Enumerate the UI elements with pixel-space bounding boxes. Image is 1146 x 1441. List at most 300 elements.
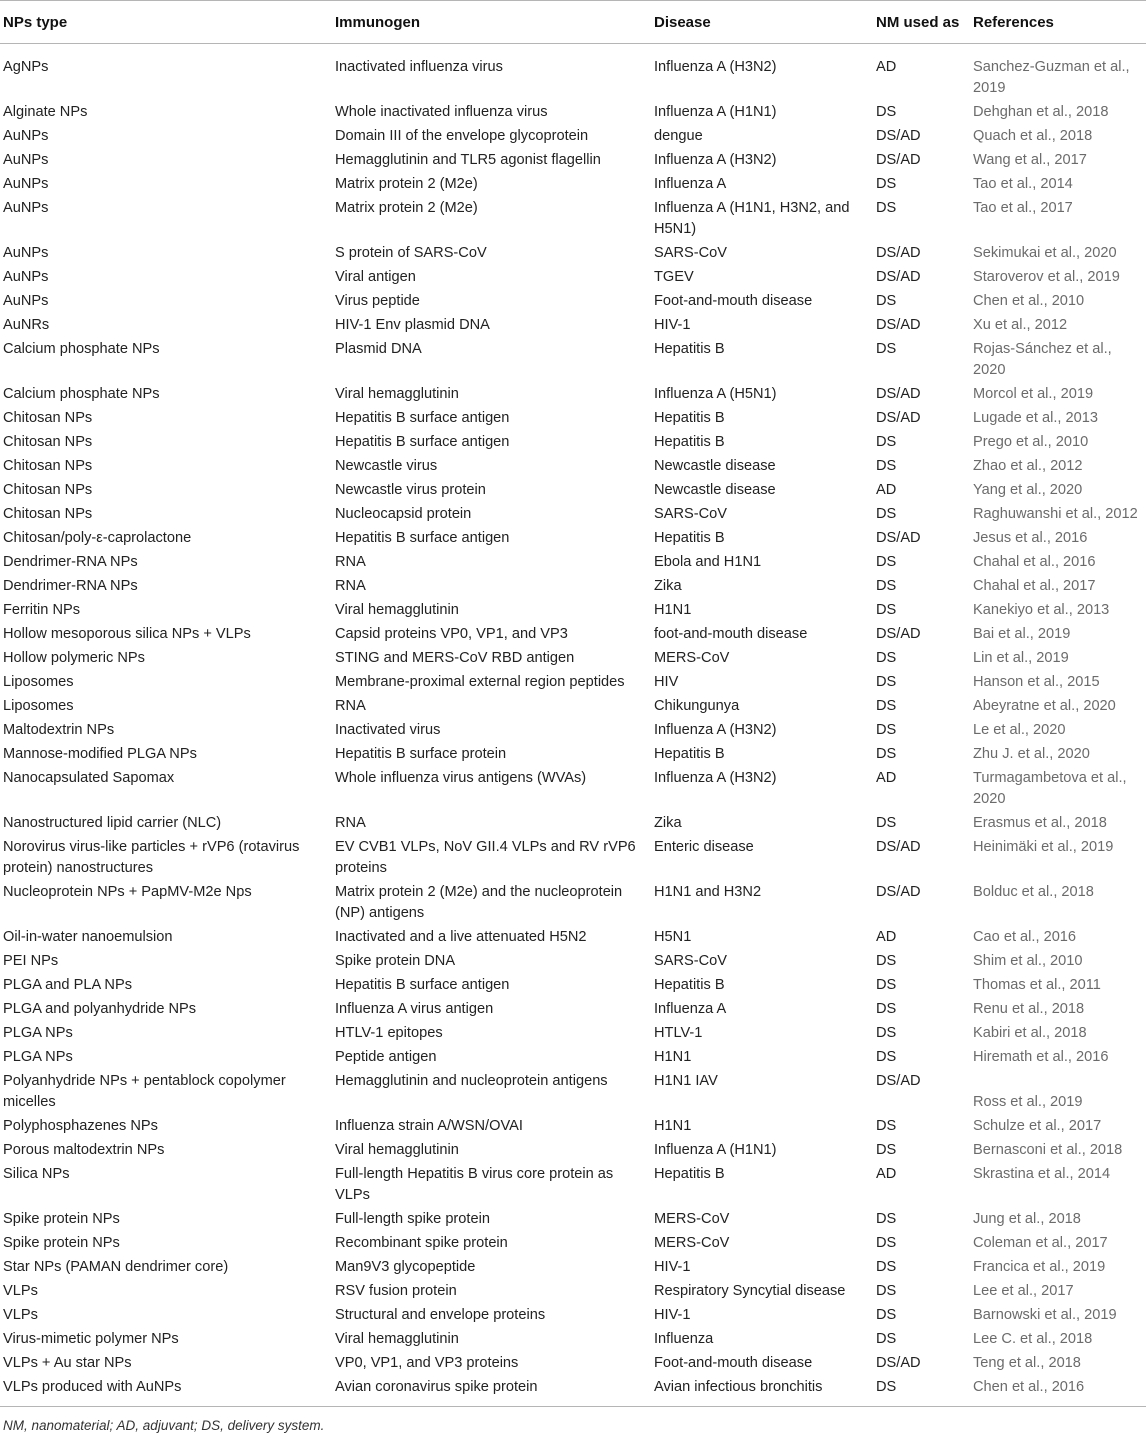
cell-reference: Schulze et al., 2017 bbox=[973, 1118, 1102, 1134]
cell-immunogen: RNA bbox=[335, 554, 366, 570]
header-references: References bbox=[970, 1, 1146, 44]
cell-nm-used-as: DS bbox=[876, 746, 897, 762]
cell-immunogen: STING and MERS-CoV RBD antigen bbox=[335, 650, 575, 666]
cell-nps-type: AuNPs bbox=[3, 128, 49, 144]
cell-immunogen: Newcastle virus protein bbox=[335, 482, 486, 498]
cell-nps-type: PEI NPs bbox=[3, 953, 59, 969]
table-row bbox=[0, 290, 1146, 314]
cell-immunogen: Inactivated and a live attenuated H5N2 bbox=[335, 929, 587, 945]
cell-nm-used-as: DS bbox=[876, 341, 897, 357]
cell-reference: Tao et al., 2017 bbox=[973, 200, 1073, 216]
cell-nps-type: AuNPs bbox=[3, 293, 49, 309]
table-row bbox=[0, 881, 1146, 926]
table-row bbox=[0, 1328, 1146, 1352]
table-row bbox=[0, 503, 1146, 527]
cell-nm-used-as: DS bbox=[876, 554, 897, 570]
cell-reference: Sanchez-Guzman et al., 2019 bbox=[973, 59, 1130, 96]
cell-immunogen: Viral hemagglutinin bbox=[335, 1142, 459, 1158]
cell-disease: HTLV-1 bbox=[654, 1025, 703, 1041]
cell-nps-type: Maltodextrin NPs bbox=[3, 722, 115, 738]
cell-disease: MERS-CoV bbox=[654, 650, 730, 666]
cell-immunogen: Hemagglutinin and TLR5 agonist flagellin bbox=[335, 152, 601, 168]
cell-reference: Thomas et al., 2011 bbox=[973, 977, 1101, 993]
cell-nps-type: Oil-in-water nanoemulsion bbox=[3, 929, 173, 945]
cell-nm-used-as: DS/AD bbox=[876, 884, 921, 900]
cell-disease: Chikungunya bbox=[654, 698, 740, 714]
cell-nm-used-as: DS bbox=[876, 722, 897, 738]
cell-disease: Influenza A (H1N1, H3N2, and H5N1) bbox=[654, 200, 850, 237]
table-row bbox=[0, 575, 1146, 599]
cell-reference: Heinimäki et al., 2019 bbox=[973, 839, 1114, 855]
cell-reference: Coleman et al., 2017 bbox=[973, 1235, 1108, 1251]
cell-immunogen: Inactivated virus bbox=[335, 722, 441, 738]
cell-nps-type: Liposomes bbox=[3, 698, 74, 714]
table-row bbox=[0, 926, 1146, 950]
cell-nm-used-as: DS bbox=[876, 1307, 897, 1323]
cell-reference: Renu et al., 2018 bbox=[973, 1001, 1085, 1017]
cell-disease: Hepatitis B bbox=[654, 530, 725, 546]
cell-disease: Influenza A bbox=[654, 1001, 727, 1017]
cell-nps-type: Norovirus virus-like particles + rVP6 (rotavirus protein) nanostructures bbox=[3, 839, 300, 876]
cell-disease: dengue bbox=[654, 128, 703, 144]
cell-nm-used-as: DS/AD bbox=[876, 317, 921, 333]
cell-nm-used-as: DS bbox=[876, 650, 897, 666]
cell-nps-type: PLGA NPs bbox=[3, 1025, 73, 1041]
table-row bbox=[0, 1256, 1146, 1280]
cell-disease: Hepatitis B bbox=[654, 746, 725, 762]
cell-nm-used-as: DS bbox=[876, 1142, 897, 1158]
cell-nm-used-as: DS/AD bbox=[876, 626, 921, 642]
cell-immunogen: RNA bbox=[335, 698, 366, 714]
cell-immunogen: Viral hemagglutinin bbox=[335, 386, 459, 402]
cell-immunogen: Hepatitis B surface antigen bbox=[335, 530, 510, 546]
table-row bbox=[0, 767, 1146, 812]
cell-immunogen: Newcastle virus bbox=[335, 458, 438, 474]
cell-reference: Erasmus et al., 2018 bbox=[973, 815, 1107, 831]
table-row bbox=[0, 266, 1146, 290]
cell-reference: Zhu J. et al., 2020 bbox=[973, 746, 1090, 762]
cell-nm-used-as: DS bbox=[876, 1283, 897, 1299]
table-row bbox=[0, 383, 1146, 407]
cell-disease: Foot-and-mouth disease bbox=[654, 293, 813, 309]
cell-reference: Lin et al., 2019 bbox=[973, 650, 1069, 666]
cell-disease: HIV-1 bbox=[654, 1307, 691, 1323]
cell-reference: Jesus et al., 2016 bbox=[973, 530, 1088, 546]
cell-reference: Tao et al., 2014 bbox=[973, 176, 1073, 192]
header-immunogen: Immunogen bbox=[332, 1, 651, 44]
cell-nps-type: AgNPs bbox=[3, 59, 49, 75]
cell-reference: Turmagambetova et al., 2020 bbox=[973, 770, 1127, 807]
cell-nm-used-as: DS bbox=[876, 200, 897, 216]
cell-reference: Morcol et al., 2019 bbox=[973, 386, 1094, 402]
cell-disease: Newcastle disease bbox=[654, 458, 776, 474]
cell-nps-type: Calcium phosphate NPs bbox=[3, 341, 160, 357]
cell-disease: H1N1 and H3N2 bbox=[654, 884, 762, 900]
cell-nps-type: VLPs bbox=[3, 1283, 38, 1299]
cell-nm-used-as: AD bbox=[876, 929, 897, 945]
cell-immunogen: Nucleocapsid protein bbox=[335, 506, 472, 522]
table-row bbox=[0, 407, 1146, 431]
cell-nps-type: VLPs bbox=[3, 1307, 38, 1323]
table-row bbox=[0, 743, 1146, 767]
table-row bbox=[0, 623, 1146, 647]
table-row bbox=[0, 719, 1146, 743]
cell-nps-type: AuNRs bbox=[3, 317, 50, 333]
cell-disease: Avian infectious bronchitis bbox=[651, 1376, 873, 1407]
cell-immunogen: Plasmid DNA bbox=[335, 341, 422, 357]
cell-immunogen: Peptide antigen bbox=[335, 1049, 437, 1065]
cell-nm-used-as: DS/AD bbox=[876, 1355, 921, 1371]
cell-nm-used-as: DS bbox=[876, 1001, 897, 1017]
cell-immunogen: RNA bbox=[335, 578, 366, 594]
table-row bbox=[0, 44, 1146, 101]
cell-nm-used-as: DS bbox=[876, 953, 897, 969]
table-row bbox=[0, 1070, 1146, 1115]
cell-reference: Cao et al., 2016 bbox=[973, 929, 1077, 945]
cell-immunogen: Membrane-proximal external region peptides bbox=[335, 674, 625, 690]
table-row bbox=[0, 1376, 1146, 1407]
cell-reference: Kabiri et al., 2018 bbox=[973, 1025, 1087, 1041]
cell-nm-used-as: DS bbox=[876, 1118, 897, 1134]
cell-nps-type: Virus-mimetic polymer NPs bbox=[3, 1331, 179, 1347]
cell-reference: Francica et al., 2019 bbox=[973, 1259, 1106, 1275]
cell-reference: Bernasconi et al., 2018 bbox=[973, 1142, 1123, 1158]
cell-disease: SARS-CoV bbox=[654, 245, 727, 261]
cell-nm-used-as: AD bbox=[876, 482, 897, 498]
cell-nps-type: Spike protein NPs bbox=[3, 1211, 120, 1227]
cell-immunogen: Spike protein DNA bbox=[335, 953, 456, 969]
cell-immunogen: Hepatitis B surface antigen bbox=[335, 434, 510, 450]
cell-nps-type: Chitosan NPs bbox=[3, 506, 93, 522]
cell-reference: Yang et al., 2020 bbox=[973, 482, 1083, 498]
cell-nps-type: Hollow polymeric NPs bbox=[3, 650, 145, 666]
cell-nps-type: Dendrimer-RNA NPs bbox=[3, 578, 138, 594]
cell-disease: Zika bbox=[654, 578, 682, 594]
cell-reference: Ross et al., 2019 bbox=[973, 1094, 1083, 1110]
cell-nps-type: Calcium phosphate NPs bbox=[3, 386, 160, 402]
cell-reference: Le et al., 2020 bbox=[973, 722, 1066, 738]
cell-nm-used-as: DS/AD bbox=[876, 269, 921, 285]
cell-nm-used-as: DS bbox=[876, 458, 897, 474]
cell-immunogen: Full-length spike protein bbox=[335, 1211, 490, 1227]
cell-nm-used-as: DS bbox=[876, 434, 897, 450]
cell-disease: Hepatitis B bbox=[654, 341, 725, 357]
cell-nps-type: AuNPs bbox=[3, 245, 49, 261]
cell-disease: HIV-1 bbox=[654, 1259, 691, 1275]
cell-disease: Influenza A (H1N1) bbox=[654, 1142, 777, 1158]
cell-disease: H1N1 IAV bbox=[654, 1073, 718, 1089]
cell-reference: Prego et al., 2010 bbox=[973, 434, 1089, 450]
cell-nm-used-as: DS bbox=[876, 1025, 897, 1041]
cell-nps-type: AuNPs bbox=[3, 269, 49, 285]
cell-disease: H1N1 bbox=[654, 1049, 692, 1065]
cell-nm-used-as: DS bbox=[873, 1376, 970, 1407]
cell-immunogen: RSV fusion protein bbox=[335, 1283, 457, 1299]
cell-nm-used-as: DS/AD bbox=[876, 410, 921, 426]
header-nps-type: NPs type bbox=[0, 1, 332, 44]
cell-reference: Lee et al., 2017 bbox=[973, 1283, 1074, 1299]
cell-reference: Lee C. et al., 2018 bbox=[973, 1331, 1093, 1347]
cell-nps-type: Ferritin NPs bbox=[3, 602, 81, 618]
cell-disease: Hepatitis B bbox=[654, 977, 725, 993]
cell-nm-used-as: DS bbox=[876, 293, 897, 309]
table-row bbox=[0, 1304, 1146, 1328]
table-row bbox=[0, 314, 1146, 338]
cell-reference: Barnowski et al., 2019 bbox=[973, 1307, 1117, 1323]
cell-immunogen: Structural and envelope proteins bbox=[335, 1307, 546, 1323]
table-header bbox=[0, 1, 1146, 44]
cell-nps-type: PLGA NPs bbox=[3, 1049, 73, 1065]
cell-nm-used-as: DS bbox=[876, 1331, 897, 1347]
cell-nm-used-as: DS/AD bbox=[876, 128, 921, 144]
cell-reference: Bai et al., 2019 bbox=[973, 626, 1071, 642]
cell-immunogen: Capsid proteins VP0, VP1, and VP3 bbox=[335, 626, 568, 642]
cell-nps-type: AuNPs bbox=[3, 200, 49, 216]
cell-nps-type: Hollow mesoporous silica NPs + VLPs bbox=[3, 626, 251, 642]
cell-nm-used-as: DS bbox=[876, 104, 897, 120]
table-row bbox=[0, 950, 1146, 974]
table-row bbox=[0, 197, 1146, 242]
cell-reference: Xu et al., 2012 bbox=[973, 317, 1068, 333]
cell-immunogen: Whole influenza virus antigens (WVAs) bbox=[335, 770, 587, 786]
cell-disease: HIV-1 bbox=[654, 317, 691, 333]
table-row bbox=[0, 1022, 1146, 1046]
cell-immunogen: Hepatitis B surface antigen bbox=[335, 410, 510, 426]
cell-nm-used-as: DS/AD bbox=[876, 530, 921, 546]
table-row bbox=[0, 431, 1146, 455]
cell-reference: Jung et al., 2018 bbox=[973, 1211, 1081, 1227]
cell-reference: Hiremath et al., 2016 bbox=[973, 1049, 1109, 1065]
cell-immunogen: EV CVB1 VLPs, NoV GII.4 VLPs and RV rVP6 proteins bbox=[335, 839, 636, 876]
cell-disease: Ebola and H1N1 bbox=[654, 554, 762, 570]
cell-nm-used-as: DS bbox=[876, 1049, 897, 1065]
cell-reference: Skrastina et al., 2014 bbox=[973, 1166, 1111, 1182]
cell-disease: Newcastle disease bbox=[654, 482, 776, 498]
cell-nps-type: AuNPs bbox=[3, 152, 49, 168]
table-row bbox=[0, 695, 1146, 719]
table-row bbox=[0, 1280, 1146, 1304]
cell-disease: SARS-CoV bbox=[654, 953, 727, 969]
cell-nps-type: PLGA and PLA NPs bbox=[3, 977, 132, 993]
cell-nm-used-as: DS/AD bbox=[876, 386, 921, 402]
cell-nps-type: Nanostructured lipid carrier (NLC) bbox=[3, 815, 222, 831]
cell-reference: Dehghan et al., 2018 bbox=[973, 104, 1109, 120]
cell-immunogen: Hepatitis B surface protein bbox=[335, 746, 507, 762]
cell-disease: Influenza bbox=[654, 1331, 714, 1347]
table-row bbox=[0, 338, 1146, 383]
cell-immunogen: Full-length Hepatitis B virus core protein as VLPs bbox=[335, 1166, 614, 1203]
table-row bbox=[0, 599, 1146, 623]
cell-immunogen: Viral antigen bbox=[335, 269, 416, 285]
cell-nm-used-as: DS bbox=[876, 1211, 897, 1227]
cell-disease: Influenza A (H5N1) bbox=[654, 386, 777, 402]
table-row bbox=[0, 671, 1146, 695]
cell-reference: Kanekiyo et al., 2013 bbox=[973, 602, 1110, 618]
cell-immunogen: Hepatitis B surface antigen bbox=[335, 977, 510, 993]
cell-reference: Raghuwanshi et al., 2012 bbox=[973, 506, 1138, 522]
cell-immunogen: HIV-1 Env plasmid DNA bbox=[335, 317, 490, 333]
cell-nps-type: AuNPs bbox=[3, 176, 49, 192]
table-row bbox=[0, 812, 1146, 836]
cell-disease: Influenza A (H3N2) bbox=[654, 722, 777, 738]
cell-disease: Influenza A (H3N2) bbox=[654, 152, 777, 168]
cell-disease: H1N1 bbox=[654, 602, 692, 618]
table-row bbox=[0, 1115, 1146, 1139]
cell-disease: SARS-CoV bbox=[654, 506, 727, 522]
cell-nps-type: Polyanhydride NPs + pentablock copolymer micelles bbox=[3, 1073, 286, 1110]
cell-reference: Staroverov et al., 2019 bbox=[973, 269, 1120, 285]
cell-immunogen: S protein of SARS-CoV bbox=[335, 245, 487, 261]
cell-nps-type: Chitosan NPs bbox=[3, 410, 93, 426]
cell-disease: foot-and-mouth disease bbox=[654, 626, 808, 642]
cell-nm-used-as: DS bbox=[876, 674, 897, 690]
cell-nm-used-as: AD bbox=[876, 770, 897, 786]
cell-immunogen: Matrix protein 2 (M2e) bbox=[335, 176, 478, 192]
cell-nm-used-as: DS bbox=[876, 977, 897, 993]
cell-immunogen: Matrix protein 2 (M2e) bbox=[335, 200, 478, 216]
cell-reference: Bolduc et al., 2018 bbox=[973, 884, 1094, 900]
cell-reference: Chen et al., 2016 bbox=[970, 1376, 1146, 1407]
table-row bbox=[0, 998, 1146, 1022]
cell-nps-type: Chitosan/poly-ε-caprolactone bbox=[3, 530, 192, 546]
cell-disease: Influenza A (H3N2) bbox=[654, 59, 777, 75]
cell-nm-used-as: DS bbox=[876, 1259, 897, 1275]
cell-nps-type: Spike protein NPs bbox=[3, 1235, 120, 1251]
table-row bbox=[0, 149, 1146, 173]
cell-nm-used-as: DS bbox=[876, 602, 897, 618]
cell-immunogen: RNA bbox=[335, 815, 366, 831]
table-row bbox=[0, 1139, 1146, 1163]
table-footnote: NM, nanomaterial; AD, adjuvant; DS, delivery system. bbox=[3, 1418, 325, 1433]
cell-disease: Zika bbox=[654, 815, 682, 831]
cell-disease: TGEV bbox=[654, 269, 694, 285]
cell-reference: Lugade et al., 2013 bbox=[973, 410, 1098, 426]
cell-disease: Influenza A (H1N1) bbox=[654, 104, 777, 120]
cell-nm-used-as: DS bbox=[876, 815, 897, 831]
table-row bbox=[0, 1208, 1146, 1232]
cell-immunogen: Matrix protein 2 (M2e) and the nucleoprotein (NP) antigens bbox=[335, 884, 623, 921]
table-row bbox=[0, 1232, 1146, 1256]
table-row bbox=[0, 647, 1146, 671]
cell-nm-used-as: AD bbox=[876, 59, 897, 75]
cell-nps-type: Silica NPs bbox=[3, 1166, 70, 1182]
cell-reference: Rojas-Sánchez et al., 2020 bbox=[973, 341, 1112, 378]
cell-nps-type: Alginate NPs bbox=[3, 104, 88, 120]
table-row bbox=[0, 974, 1146, 998]
cell-reference: Chahal et al., 2017 bbox=[973, 578, 1096, 594]
cell-disease: Enteric disease bbox=[654, 839, 754, 855]
cell-reference: Hanson et al., 2015 bbox=[973, 674, 1100, 690]
cell-nps-type: Chitosan NPs bbox=[3, 458, 93, 474]
cell-nps-type: Chitosan NPs bbox=[3, 434, 93, 450]
cell-immunogen: Hemagglutinin and nucleoprotein antigens bbox=[335, 1073, 608, 1089]
cell-immunogen: VP0, VP1, and VP3 proteins bbox=[335, 1355, 519, 1371]
table-row bbox=[0, 836, 1146, 881]
header-nm-used-as: NM used as bbox=[873, 1, 970, 44]
cell-nps-type: PLGA and polyanhydride NPs bbox=[3, 1001, 197, 1017]
cell-nm-used-as: DS bbox=[876, 1235, 897, 1251]
cell-nps-type: VLPs + Au star NPs bbox=[3, 1355, 132, 1371]
table-row bbox=[0, 479, 1146, 503]
cell-disease: MERS-CoV bbox=[654, 1211, 730, 1227]
cell-nps-type: Liposomes bbox=[3, 674, 74, 690]
cell-immunogen: Virus peptide bbox=[335, 293, 420, 309]
cell-nm-used-as: DS/AD bbox=[876, 1073, 921, 1089]
cell-immunogen: Influenza A virus antigen bbox=[335, 1001, 494, 1017]
cell-disease: H1N1 bbox=[654, 1118, 692, 1134]
cell-immunogen: Viral hemagglutinin bbox=[335, 602, 459, 618]
cell-immunogen: Inactivated influenza virus bbox=[335, 59, 503, 75]
table-body bbox=[0, 44, 1146, 1407]
table-row bbox=[0, 1163, 1146, 1208]
cell-nps-type: Nucleoprotein NPs + PapMV-M2e Nps bbox=[3, 884, 252, 900]
cell-reference: Abeyratne et al., 2020 bbox=[973, 698, 1116, 714]
cell-reference: Sekimukai et al., 2020 bbox=[973, 245, 1117, 261]
cell-nps-type: VLPs produced with AuNPs bbox=[0, 1376, 332, 1407]
cell-reference: Chen et al., 2010 bbox=[973, 293, 1085, 309]
cell-nm-used-as: DS bbox=[876, 506, 897, 522]
cell-disease: MERS-CoV bbox=[654, 1235, 730, 1251]
cell-nps-type: Nanocapsulated Sapomax bbox=[3, 770, 175, 786]
cell-reference: Zhao et al., 2012 bbox=[973, 458, 1083, 474]
table-row bbox=[0, 242, 1146, 266]
cell-disease: Influenza A bbox=[654, 176, 727, 192]
cell-nps-type: Polyphosphazenes NPs bbox=[3, 1118, 158, 1134]
cell-disease: Hepatitis B bbox=[654, 1166, 725, 1182]
cell-disease: Influenza A (H3N2) bbox=[654, 770, 777, 786]
cell-immunogen: HTLV-1 epitopes bbox=[335, 1025, 443, 1041]
cell-nps-type: Porous maltodextrin NPs bbox=[3, 1142, 165, 1158]
table-row bbox=[0, 1046, 1146, 1070]
cell-nm-used-as: DS/AD bbox=[876, 839, 921, 855]
cell-disease: H5N1 bbox=[654, 929, 692, 945]
cell-reference: Chahal et al., 2016 bbox=[973, 554, 1096, 570]
cell-nm-used-as: DS bbox=[876, 578, 897, 594]
cell-nm-used-as: AD bbox=[876, 1166, 897, 1182]
cell-immunogen: Influenza strain A/WSN/OVAI bbox=[335, 1118, 523, 1134]
table-row bbox=[0, 551, 1146, 575]
cell-nm-used-as: DS/AD bbox=[876, 152, 921, 168]
table-row bbox=[0, 101, 1146, 125]
table-row bbox=[0, 527, 1146, 551]
cell-disease: Foot-and-mouth disease bbox=[654, 1355, 813, 1371]
cell-reference: Wang et al., 2017 bbox=[973, 152, 1087, 168]
cell-immunogen: Man9V3 glycopeptide bbox=[335, 1259, 476, 1275]
cell-disease: Hepatitis B bbox=[654, 434, 725, 450]
cell-nps-type: Mannose-modified PLGA NPs bbox=[3, 746, 197, 762]
cell-disease: Respiratory Syncytial disease bbox=[654, 1283, 846, 1299]
cell-nps-type: Dendrimer-RNA NPs bbox=[3, 554, 138, 570]
cell-immunogen: Avian coronavirus spike protein bbox=[332, 1376, 651, 1407]
table-row bbox=[0, 455, 1146, 479]
cell-reference: Teng et al., 2018 bbox=[973, 1355, 1081, 1371]
cell-reference: Quach et al., 2018 bbox=[973, 128, 1093, 144]
cell-nps-type: Chitosan NPs bbox=[3, 482, 93, 498]
cell-reference: Shim et al., 2010 bbox=[973, 953, 1083, 969]
cell-nm-used-as: DS bbox=[876, 698, 897, 714]
cell-nm-used-as: DS/AD bbox=[876, 245, 921, 261]
cell-nps-type: Star NPs (PAMAN dendrimer core) bbox=[3, 1259, 229, 1275]
cell-immunogen: Viral hemagglutinin bbox=[335, 1331, 459, 1347]
cell-nm-used-as: DS bbox=[876, 176, 897, 192]
cell-immunogen: Recombinant spike protein bbox=[335, 1235, 508, 1251]
header-disease: Disease bbox=[651, 1, 873, 44]
table-row bbox=[0, 1352, 1146, 1376]
header-row bbox=[0, 1, 1146, 44]
cell-immunogen: Whole inactivated influenza virus bbox=[335, 104, 548, 120]
cell-immunogen: Domain III of the envelope glycoprotein bbox=[335, 128, 589, 144]
table-row bbox=[0, 173, 1146, 197]
